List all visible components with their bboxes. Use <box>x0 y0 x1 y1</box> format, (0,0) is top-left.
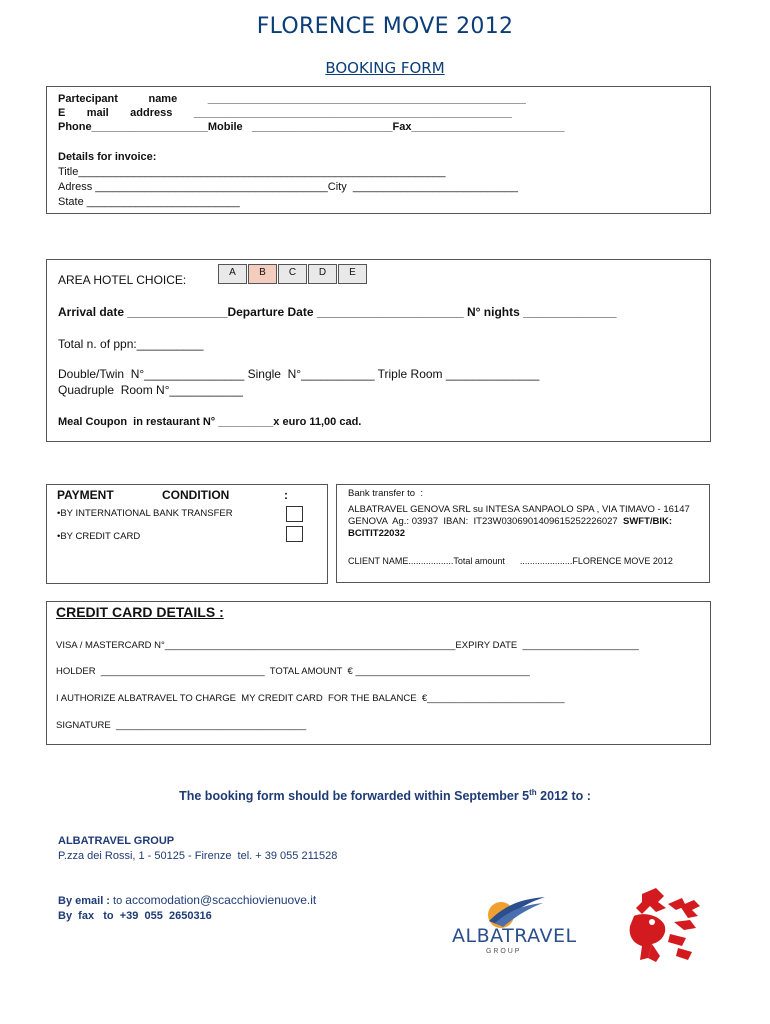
participant-phone-field[interactable]: Phone___________________Mobile _______________________Fax_________________________ <box>58 121 565 133</box>
payment-colon: : <box>284 488 288 502</box>
client-name-line: CLIENT NAME..................Total amount .....................FLORENCE MOVE 2012 <box>348 556 673 566</box>
bank-transfer-checkbox[interactable] <box>286 506 303 522</box>
bank-swift-code: BCITIT22032 <box>348 528 406 539</box>
invoice-title-field[interactable]: Title____________________________________________________________ <box>58 166 446 178</box>
holder-amount-field[interactable]: HOLDER _______________________________ TOTAL AMOUNT € _________________________________ <box>56 666 530 677</box>
hotel-category-e[interactable]: E <box>338 264 367 284</box>
fax-line: By fax to +39 055 2650316 <box>58 910 212 922</box>
email-to: to <box>109 895 126 907</box>
invoice-state-field[interactable]: State _________________________ <box>58 196 240 208</box>
credit-card-option: •BY CREDIT CARD <box>57 531 141 542</box>
albatravel-logo-subtext: G R O U P <box>486 948 520 955</box>
bank-details-line1: ALBATRAVEL GENOVA SRL su INTESA SANPAOLO SPA , VIA TIMAVO - 16147 <box>348 504 690 515</box>
notice-text: The booking form should be forwarded within September 5 <box>179 789 530 804</box>
bank-details-line2 <box>348 516 672 527</box>
participant-email-field[interactable]: E mail address ____________________________________________________ <box>58 107 512 119</box>
hotel-category-c[interactable]: C <box>278 264 307 284</box>
meal-coupon-field[interactable]: Meal Coupon in restaurant N° _________x euro 11,00 cad. <box>58 416 362 428</box>
hotel-category-b[interactable]: B <box>248 264 277 284</box>
albatravel-logo-text: ALBATRAVEL <box>452 925 577 947</box>
form-title: FLORENCE MOVE 2012 <box>256 14 514 39</box>
area-hotel-label: AREA HOTEL CHOICE: <box>58 273 187 287</box>
invoice-address-field[interactable]: Adress ______________________________________City ___________________________ <box>58 181 518 193</box>
company-name: ALBATRAVEL GROUP <box>58 835 175 847</box>
payment-label: PAYMENT <box>57 488 114 502</box>
notice-superscript: th <box>529 788 537 797</box>
room-types-field[interactable]: Double/Twin N°_______________ Single N°___________ Triple Room ______________ <box>58 367 540 381</box>
credit-card-heading: CREDIT CARD DETAILS : <box>56 604 224 620</box>
hotel-category-d[interactable]: D <box>308 264 337 284</box>
iban-text: GENOVA Ag.: 03937 IBAN: IT23W0306901409615252226027 <box>348 516 623 527</box>
email-label: By email : <box>58 895 110 907</box>
bank-transfer-heading: Bank transfer to : <box>348 488 423 499</box>
notice-year: 2012 to : <box>536 789 591 804</box>
authorize-balance-field[interactable]: I AUTHORIZE ALBATRAVEL TO CHARGE MY CREDIT CARD FOR THE BALANCE €__________________________ <box>56 693 565 704</box>
signature-field[interactable]: SIGNATURE ____________________________________ <box>56 720 307 731</box>
form-subtitle: BOOKING FORM <box>325 59 445 77</box>
total-ppn-field[interactable]: Total n. of ppn:__________ <box>58 337 204 351</box>
card-number-field[interactable]: VISA / MASTERCARD N°_______________________________________________________EXPIRY DATE ______________________ <box>56 640 639 651</box>
email-address[interactable]: accomodation@scacchiovienuove.it <box>125 893 317 907</box>
invoice-heading: Details for invoice: <box>58 151 157 163</box>
quadruple-room-field[interactable]: Quadruple Room N°___________ <box>58 383 243 397</box>
company-address: P.zza dei Rossi, 1 - 50125 - Firenze tel. + 39 055 211528 <box>58 850 338 862</box>
email-line <box>58 893 316 907</box>
hotel-category-a[interactable]: A <box>218 264 247 284</box>
condition-label: CONDITION <box>162 488 230 502</box>
bank-transfer-option: •BY INTERNATIONAL BANK TRANSFER <box>57 508 233 519</box>
participant-name-field[interactable]: Partecipant name ____________________________________________________ <box>58 93 526 105</box>
florence-lion-emblem-icon <box>612 882 712 970</box>
swift-label: SWFT/BIK: <box>623 516 673 527</box>
credit-card-checkbox[interactable] <box>286 526 303 542</box>
arrival-departure-field[interactable]: Arrival date _______________Departure Date ______________________ N° nights ______________ <box>58 305 617 319</box>
forwarding-notice <box>0 788 770 803</box>
